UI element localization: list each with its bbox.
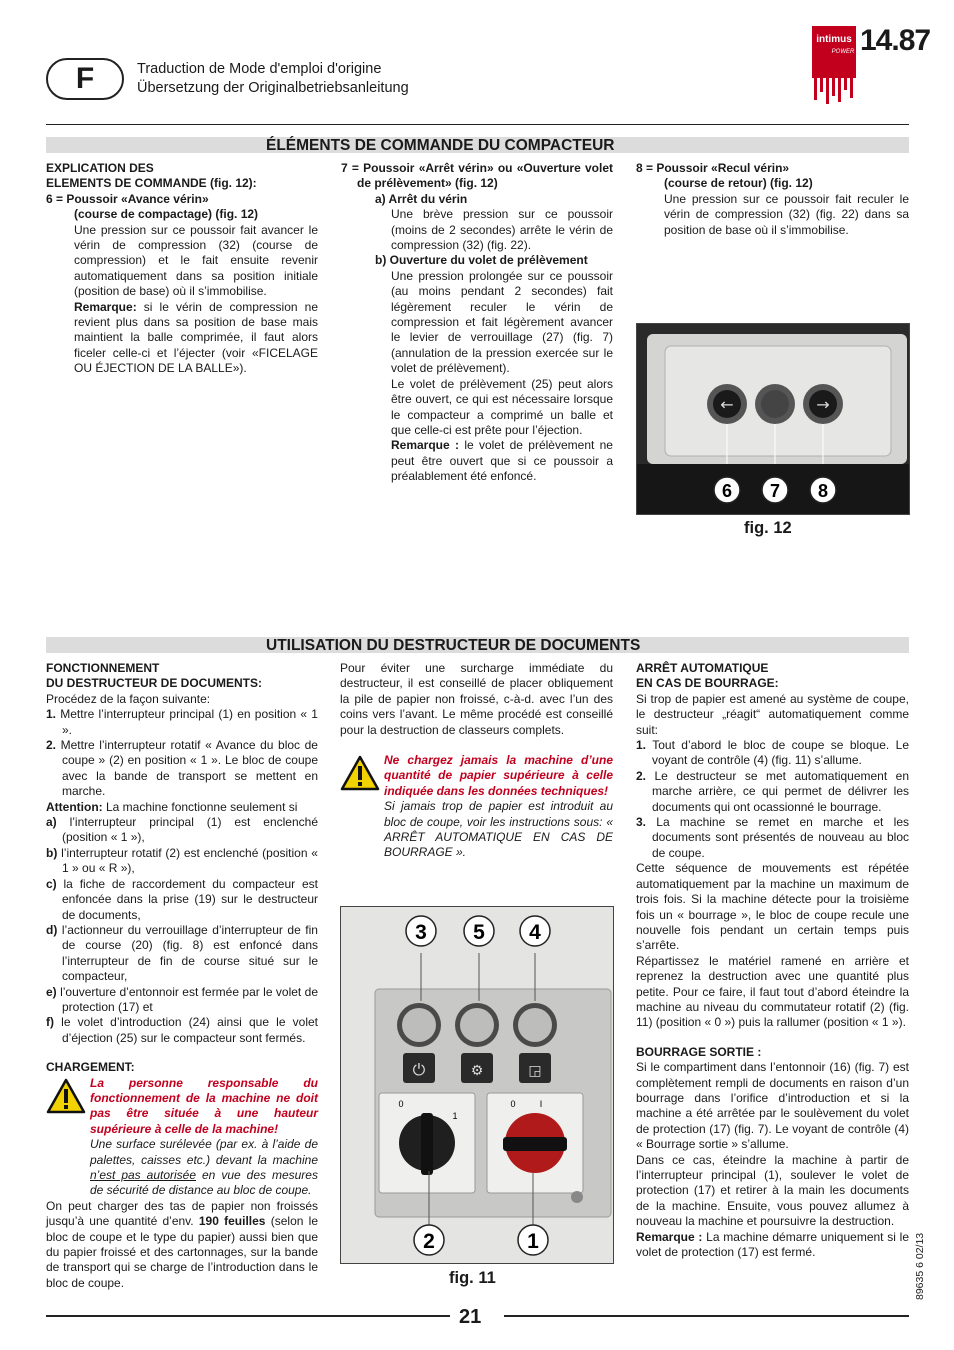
brand-sub-text: POWER <box>831 49 855 55</box>
figure-11-photo <box>340 906 614 1264</box>
arrow-right-icon: → <box>816 395 830 414</box>
fig12-label-7: 7 <box>769 481 781 501</box>
remark-label: Remarque: <box>74 299 137 314</box>
overload-warning-block <box>340 753 613 861</box>
item-7-a-title: a) Arrêt du vérin <box>375 191 468 206</box>
figure-12-photo <box>636 323 910 515</box>
shredder-col-3 <box>636 661 909 1260</box>
auto-stop-heading-2: EN CAS DE BOURRAGE: <box>636 676 779 691</box>
cond-c-num: c) <box>46 876 57 891</box>
fig11-label-1: 1 <box>527 1230 539 1253</box>
charge-note-2: en vue des mesures de sécurité de distance au bloc de coupe. <box>90 1168 318 1198</box>
step-2: Mettre l’interrupteur rotatif « Avance du bloc de coupe » (2) en position « 1 ». Le bloc de coupe avec la bande de transport se mettent en marche. <box>60 738 318 799</box>
auto-step-1-num: 1. <box>636 738 647 753</box>
header-line-1: Traduction de Mode d'emploi d'origine <box>137 61 382 77</box>
cond-b-num: b) <box>46 845 58 860</box>
charge-text-bold: 190 feuilles <box>198 1214 266 1229</box>
item-7-title: 7 = Poussoir «Arrêt vérin» ou «Ouverture volet de prélèvement» (fig. 12) <box>341 161 613 191</box>
fig11-label-2: 2 <box>423 1230 435 1253</box>
item-7-remark-text: le volet de prélèvement ne peut être ouvert que si ce poussoir a préalablement été enfoncé. <box>391 438 613 484</box>
item-7-a-text: Une brève pression sur ce poussoir (moins de 2 secondes) arrête le vérin de compression (32) (fig. 22). <box>391 207 613 253</box>
step-2-num: 2. <box>46 738 57 753</box>
item-7-b-title: b) Ouverture du volet de prélèvement <box>375 253 588 268</box>
remark-text: si le vérin de compression ne revient plus dans sa position de base mais maintient la balle comprimée, il faut alors ficeler celle-ci et l’éjecter (voir «FICELAGE OU ÉJECTION DE LA BALLE»). <box>74 299 318 376</box>
compactor-buttons-illustration <box>637 324 909 514</box>
exit-jam-p3: Si le compartiment dans l’entonnoir (16) (fig. 7) est complètement rempli de documents en raison d’un bourrage dans l’orifice d’introduction et si la machine a été arrêtée par le soulèvement du volet de protection (17) (fig. 7). Le voyant de contrôle (4) « Bourrage sortie » s’allume. <box>636 1060 909 1152</box>
cond-a: l’interrupteur principal (1) est enclenché (position « 1 »), <box>62 815 318 845</box>
compactor-col-2 <box>341 161 613 485</box>
cond-b: l’interrupteur rotatif (2) est enclenché (position « 1 » ou « R »), <box>61 845 318 876</box>
operation-heading-2: DU DESTRUCTEUR DE DOCUMENTS: <box>46 676 262 691</box>
step-1: Mettre l’interrupteur principal (1) en position « 1 ». <box>60 707 318 737</box>
cond-e: l’ouverture d’entonnoir est fermée par le volet de protection (17) et <box>60 984 318 1014</box>
item-6-text: Une pression sur ce poussoir fait avancer le vérin de compression (32) (course de compression) et le fait ensuite revenir automatiquement dans sa position initiale (position de base) où il s’immobilise. <box>74 222 318 299</box>
operation-intro: Procédez de la façon suivante: <box>46 691 211 706</box>
cond-d-num: d) <box>46 922 58 937</box>
item-8-subtitle: (course de retour) (fig. 12) <box>664 176 813 191</box>
attention-label: Attention: <box>46 799 103 814</box>
fig12-label-8: 8 <box>817 481 829 501</box>
item-8-text: Une pression sur ce poussoir fait reculer le vérin de compression (32) (fig. 22) dans sa position de base où il s’immobilise. <box>664 191 909 237</box>
switch-2-mark-1: 1 <box>452 1111 458 1121</box>
model-number: 14.87 <box>860 24 931 57</box>
auto-step-2: Le destructeur se met automatiquement en marche arrière, ce qui permet de délivrer les documents qui ont ocassionné le bourrage. <box>652 768 909 814</box>
fig11-label-5: 5 <box>473 921 485 944</box>
figure-12-caption: fig. 12 <box>744 519 792 537</box>
operation-heading-1: FONCTIONNEMENT <box>46 661 160 675</box>
item-7-b-text-2: Le volet de prélèvement (25) peut alors être ouvert, ce qui est nécessaire lorsque le compacteur a comprimé un balle et que celle-ci est prête pour l’éjection. <box>391 376 613 437</box>
auto-stop-heading-1: ARRÊT AUTOMATIQUE <box>636 661 769 675</box>
footer-rule-right <box>504 1315 909 1317</box>
header-line-2: Übersetzung der Originalbetriebsanleitung <box>137 80 409 96</box>
item-7-remark-label: Remarque : <box>391 438 459 453</box>
overload-note: Si jamais trop de papier est introduit au bloc de coupe, voir les instructions sous: « ARRÊT AUTOMATIQUE EN CAS DE BOURRAGE ». <box>384 799 613 860</box>
charge-warning-block <box>46 1076 318 1199</box>
auto-stop-intro: Si trop de papier est amené au système de coupe, le destructeur „réagit“ automatiquement comme suit: <box>636 691 909 737</box>
switch-1-mark-0: 0 <box>510 1099 516 1109</box>
language-badge: F <box>46 58 124 100</box>
shredder-col-1 <box>46 661 318 1291</box>
fig12-label-6: 6 <box>721 481 733 501</box>
exit-jam-remark-label: Remarque : <box>636 1229 703 1244</box>
power-icon: ⏻ <box>412 1060 426 1079</box>
fig11-label-4: 4 <box>529 921 541 944</box>
charge-note-underlined: n’est pas autorisée <box>90 1168 197 1182</box>
header-rule <box>46 124 909 125</box>
charge-warning: La personne responsable du fonctionnement de la machine ne doit pas être située à une hauteur supérieure à celle de la machine! <box>90 1075 318 1136</box>
item-6-subtitle: (course de compactage) (fig. 12) <box>74 207 259 222</box>
bin-full-icon: ◲ <box>528 1063 542 1079</box>
charge-text-2: (selon le bloc de coupe et le type du papier) aussi bien que du papier froissé et des cartonnages, sur la bande de transport qui se charge de l’introduction dans le bloc de coupe. <box>46 1214 318 1290</box>
warning-triangle-icon <box>46 1078 86 1114</box>
jam-icon: ⚙ <box>470 1063 484 1079</box>
auto-step-1: Tout d’abord le bloc de coupe se bloque. Le voyant de contrôle (4) (fig. 11) s’allume. <box>652 738 910 768</box>
charge-text-1: On peut charger des tas de papier non froissés jusqu’à une quantité d’env. <box>46 1198 318 1229</box>
warning-triangle-icon <box>340 755 380 791</box>
auto-stop-p2: Répartissez le matériel ramené en arrière et reprenez la destruction avec une quantité plus petite. Pour ce faire, il faut tout d’abord éteindre la machine au niveau du commutateur rotatif (2) (fig. 11) (position « 0 ») puis la rallumer (position « 1 »). <box>636 953 909 1030</box>
auto-step-2-num: 2. <box>636 768 647 783</box>
charge-note-1: Une surface surélevée (par ex. à l’aide de palettes, caisses etc.) devant la machine <box>90 1137 318 1167</box>
auto-step-3: La machine se remet en marche et les documents sont présentés de nouveau au bloc de coupe. <box>652 815 909 860</box>
charge-heading: CHARGEMENT: <box>46 1060 135 1075</box>
arrow-left-icon: ← <box>720 395 734 414</box>
brand-text: intimus <box>816 34 852 45</box>
section-title-compactor: ÉLÉMENTS DE COMMANDE DU COMPACTEUR <box>46 137 909 153</box>
document-reference: 89635 6 02/13 <box>914 1232 926 1300</box>
shredder-control-panel-illustration <box>341 907 613 1263</box>
cond-a-num: a) <box>46 815 57 830</box>
compactor-col-3 <box>636 161 909 238</box>
stop-button-icon <box>761 390 789 418</box>
fig11-label-3: 3 <box>415 921 427 944</box>
auto-stop-p1: Cette séquence de mouvements est répétée automatiquement par la machine un maximum de trois fois. Si la machine détecte pour la troisième fois un « bourrage », le bloc de coupe recule une nouvelle fois pendant un certain temps puis s’arrête. <box>636 861 909 953</box>
controls-heading-2-fig: (fig. 12): <box>206 176 257 191</box>
exit-jam-remark-text: La machine démarre uniquement si le volet de protection (17) est fermé. <box>636 1229 909 1260</box>
shredder-col-2 <box>340 661 613 861</box>
switch-1-mark-1: I <box>539 1099 543 1109</box>
switch-2-mark-0: 0 <box>398 1099 404 1109</box>
figure-11-caption: fig. 11 <box>449 1269 496 1287</box>
compactor-col-1 <box>46 161 318 377</box>
page-number: 21 <box>459 1306 482 1328</box>
header-subtitle <box>137 60 409 98</box>
step-1-num: 1. <box>46 707 57 722</box>
cond-f: le volet d’introduction (24) ainsi que le volet d’éjection (25) sur le compacteur sont fermés. <box>61 1015 318 1045</box>
cond-e-num: e) <box>46 984 57 999</box>
footer-rule-left <box>46 1315 450 1317</box>
exit-jam-p4: Dans ce cas, éteindre la machine à partir de l’interrupteur principal (1), soulever le volet de protection (17) et retirer à la main les documents de la machine. Ensuite, vous pouvez allumez à nouveau la machine et poursuivre la destruction. <box>636 1152 909 1229</box>
overload-warning: Ne chargez jamais la machine d’une quantité de papier supérieure à celle indiquée dans les données techniques! <box>384 753 613 798</box>
intimus-logo-icon <box>812 26 856 106</box>
exit-jam-heading: BOURRAGE SORTIE : <box>636 1044 762 1059</box>
oblique-tip: Pour éviter une surcharge immédiate du destructeur, il est conseillé de placer obliquement la pile de papier non froissé, c-à-d. avec l’un des coins vers l’avant. Le même procédé est conseillé pour la destruction de classeurs complets. <box>340 661 613 737</box>
cond-c: la fiche de raccordement du compacteur est enfoncée dans la prise (19) sur le destructeur de documents, <box>62 876 318 922</box>
attention-text: La machine fonctionne seulement si <box>102 799 298 814</box>
cond-d: l’actionneur du verrouillage d’interrupteur de fin de course (20) (fig. 8) est enfoncé dans l’interrupteur de fin de course situé sur le compacteur, <box>61 922 318 984</box>
cond-f-num: f) <box>46 1015 54 1030</box>
controls-heading-2: ELEMENTS DE COMMANDE <box>46 176 207 191</box>
item-7-b-text-1: Une pression prolongée sur ce poussoir (au moins pendant 2 secondes) fait légèrement reculer le vérin de compression et fait légèrement avancer le levier de verrouillage (27) (fig. 7) (annulation de la pression exercée sur le volet de prélèvement). <box>391 268 613 376</box>
item-8-title: 8 = Poussoir «Recul vérin» <box>636 161 790 175</box>
auto-step-3-num: 3. <box>636 815 647 830</box>
controls-heading-1: EXPLICATION DES <box>46 161 154 175</box>
item-6-title: 6 = Poussoir «Avance vérin» <box>46 191 209 206</box>
section-title-shredder: UTILISATION DU DESTRUCTEUR DE DOCUMENTS <box>46 637 909 653</box>
